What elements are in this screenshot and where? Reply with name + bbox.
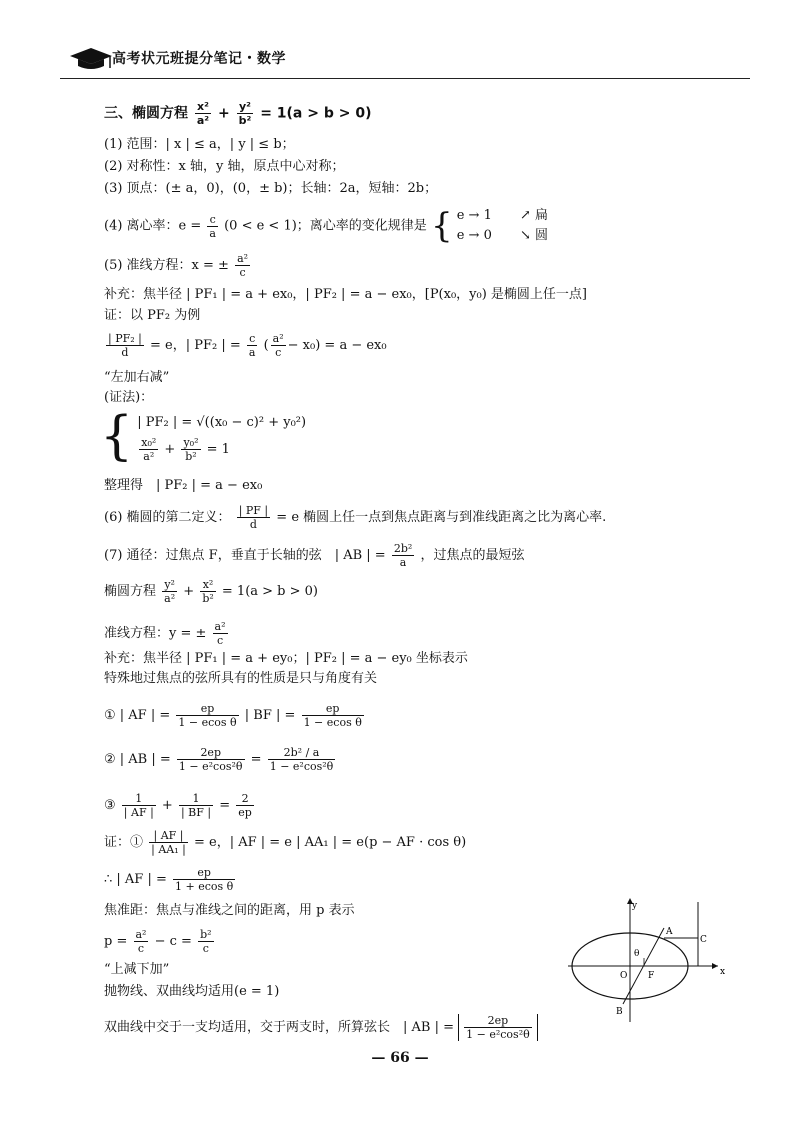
svg-text:y: y	[632, 901, 638, 911]
hyperbola-chord-line: 双曲线中交于一支均适用，交于两支时，所算弦长 | AB | = $\frac{2ep}{\text{1 − e²cos²θ}}$	[104, 1014, 538, 1041]
proof-method-label: (证法)：	[104, 390, 154, 405]
simplified-result: 整理得 | PF₂ | = a − ex₀	[104, 478, 263, 493]
property-1-line: ① | AF | = $\frac{ep}{\text{1 − ecos θ}}$ | BF | = $\frac{ep}{\text{1 − ecos θ}}$	[104, 702, 362, 729]
vertical-directrix-line: 准线方程：y = ± $\frac{\text{a²}}{c}$	[104, 620, 226, 647]
graduation-cap-icon	[68, 44, 114, 72]
vertical-ellipse-line: 椭圆方程 $\frac{\text{y²}}{\text{a²}}$ + $\frac{\text{x²}}{\text{b²}}$ = 1(a > b > 0)	[104, 578, 319, 605]
vertex-line: (3) 顶点：(± a，0)，(0，± b)；长轴：2a，短轴：2b；	[104, 181, 438, 196]
svg-text:B: B	[616, 1007, 623, 1017]
proof-formula-line: $\frac{\text{| PF₂ |}}{d}$ = e，| PF₂ | = $\frac{c}{a}$ ( $\frac{\text{a²}}{c}$ − x₀) = a − ex₀	[108, 332, 387, 359]
special-chord-note: 特殊地过焦点的弦所具有的性质是只与角度有关	[104, 671, 378, 686]
svg-text:F: F	[648, 971, 655, 981]
page-number: — 66 —	[371, 1050, 429, 1066]
system-of-equations: { | PF₂ | = √((x₀ − c)² + y₀²) $\frac{\text{x₀²}}{\text{a²}}$ + $\frac{\text{y₀²}}{\text{b²}}$ = 1	[100, 406, 307, 467]
svg-text:O: O	[620, 971, 628, 981]
up-subtract-down-add: “上减下加”	[104, 962, 170, 977]
focus-directrix-distance-line: 焦准距：焦点与准线之间的距离，用 p 表示	[104, 903, 355, 918]
property-proof-line: 证：① $\frac{| AF |}{\text{| AA₁ |}}$ = e，| AF | = e | AA₁ | = e(p − AF · cos θ)	[104, 829, 467, 856]
p-formula-line: p = $\frac{\text{a²}}{c}$ − c = $\frac{\text{b²}}{c}$	[104, 928, 212, 955]
x-axis-arrow-icon	[712, 963, 718, 969]
ellipse-focal-chord-diagram	[568, 896, 730, 1024]
svg-text:A: A	[666, 927, 673, 937]
property-2-line: ② | AB | = $\frac{2ep}{\text{1 − e²cos²θ}}$ = $\frac{\text{2b² / a}}{\text{1 − e²cos²θ}}$	[104, 746, 334, 773]
svg-text:θ: θ	[634, 949, 640, 959]
property-3-line: ③ $\frac{1}{| AF |}$ + $\frac{1}{| BF |}$ = $\frac{2}{ep}$	[104, 792, 252, 819]
directrix-line: (5) 准线方程：x = ± $\frac{\text{a²}}{c}$	[104, 252, 249, 279]
svg-text:C: C	[700, 935, 707, 945]
header-title: 高考状元班提分笔记・数学	[112, 51, 286, 67]
section-title: 三、椭圆方程 $\frac{\text{x²}}{\text{a²}}$ + $\frac{\text{y²}}{\text{b²}}$ = 1(a > b > 0)	[104, 100, 372, 127]
page-header	[60, 38, 750, 79]
eccentricity-line: (4) 离心率：e = $\frac{c}{a}$ (0 < e < 1)；离心率的变化规律是 { e → 1 e → 0 ↗ 扁 ↘ 圆	[104, 206, 549, 246]
parabola-hyperbola-note: 抛物线、双曲线均适用(e = 1)	[104, 984, 280, 999]
range-line: (1) 范围：| x | ≤ a，| y | ≤ b；	[104, 137, 295, 152]
latus-rectum-line: (7) 通径：过焦点 F，垂直于长轴的弦 | AB | = $\frac{\text{2b²}}{a}$ ，过焦点的最短弦	[104, 542, 525, 569]
therefore-line: ∴ | AF | = $\frac{ep}{\text{1 + ecos θ}}$	[104, 866, 234, 893]
svg-text:x: x	[720, 967, 726, 977]
left-add-right-subtract: “左加右减”	[104, 370, 170, 385]
symmetry-line: (2) 对称性：x 轴，y 轴，原点中心对称；	[104, 159, 345, 174]
vertical-focal-radius-line: 补充：焦半径 | PF₁ | = a + ey₀；| PF₂ | = a − ey₀ 坐标表示	[104, 651, 468, 666]
focal-radius-line: 补充：焦半径 | PF₁ | = a + ex₀，| PF₂ | = a − ex₀，[P(x₀，y₀) 是椭圆上任一点]	[104, 287, 588, 302]
proof-intro-line: 证：以 PF₂ 为例	[104, 308, 201, 323]
second-definition-line: (6) 椭圆的第二定义： $\frac{| PF |}{d}$ = e 椭圆上任一点到焦点距离与到准线距离之比为离心率.	[104, 504, 607, 531]
